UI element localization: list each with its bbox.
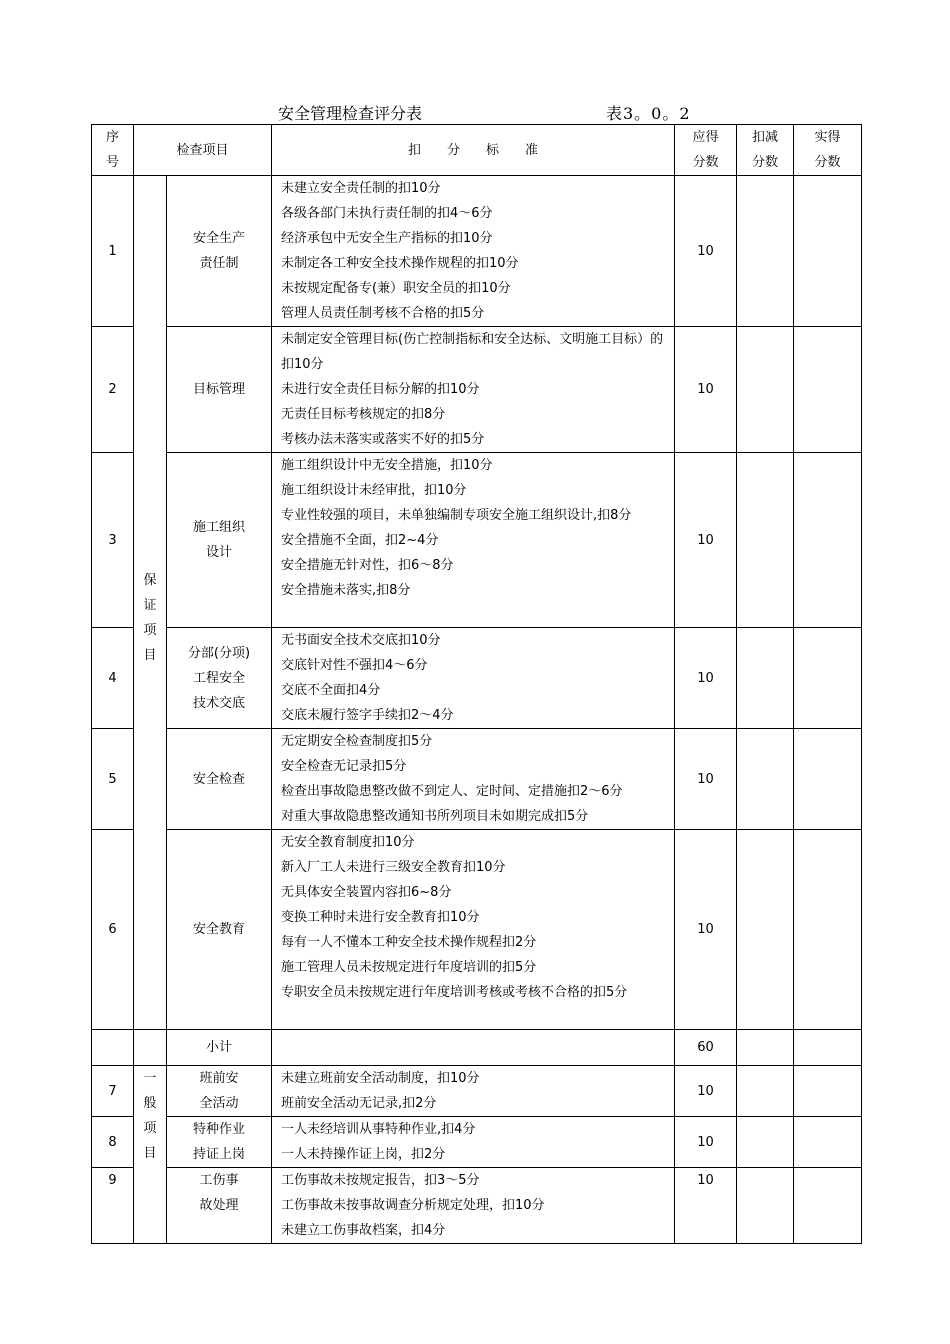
table-row bbox=[92, 327, 862, 453]
row-actual bbox=[794, 327, 862, 453]
row-criteria bbox=[272, 1168, 675, 1244]
row-actual bbox=[794, 628, 862, 729]
criteria-line: 新入厂工人未进行三级安全教育扣10分 bbox=[281, 860, 506, 875]
row-seq: 3 bbox=[92, 453, 134, 628]
category-guarantee: 保 证 项 目 bbox=[134, 176, 167, 1030]
row-criteria bbox=[272, 729, 675, 830]
table-row bbox=[92, 453, 862, 628]
row-item: 安全检查 bbox=[167, 729, 272, 830]
row-score: 10 bbox=[675, 327, 737, 453]
row-actual bbox=[794, 1168, 862, 1244]
header-deduct: 扣减 分数 bbox=[737, 125, 794, 176]
criteria-line: 每有一人不懂本工种安全技术操作规程扣2分 bbox=[281, 935, 537, 950]
criteria-line: 安全措施未落实,扣8分 bbox=[281, 583, 411, 598]
criteria-line: 一人未经培训从事特种作业,扣4分 bbox=[281, 1122, 476, 1137]
criteria-line: 未建立工伤事故档案，扣4分 bbox=[281, 1223, 446, 1238]
header-seq: 序 号 bbox=[92, 125, 134, 176]
criteria-line: 未建立班前安全活动制度，扣10分 bbox=[281, 1071, 480, 1086]
row-deduct bbox=[737, 327, 794, 453]
row-actual bbox=[794, 830, 862, 1030]
row-item: 班前安 全活动 bbox=[167, 1066, 272, 1117]
row-item: 特种作业 持证上岗 bbox=[167, 1117, 272, 1168]
row-seq: 1 bbox=[92, 176, 134, 327]
criteria-line: 经济承包中无安全生产指标的扣10分 bbox=[281, 231, 493, 246]
criteria-line: 无具体安全装置内容扣6~8分 bbox=[281, 885, 452, 900]
criteria-line: 专业性较强的项目，未单独编制专项安全施工组织设计,扣8分 bbox=[281, 508, 632, 523]
row-criteria bbox=[272, 1066, 675, 1117]
row-item: 工伤事 故处理 bbox=[167, 1168, 272, 1244]
criteria-line: 无责任目标考核规定的扣8分 bbox=[281, 407, 446, 422]
criteria-line: 未制定各工种安全技术操作规程的扣10分 bbox=[281, 256, 519, 271]
table-row bbox=[92, 830, 862, 1030]
row-actual bbox=[794, 176, 862, 327]
criteria-line: 对重大事故隐患整改通知书所列项目未如期完成扣5分 bbox=[281, 809, 589, 824]
criteria-line: 未进行安全责任目标分解的扣10分 bbox=[281, 382, 480, 397]
criteria-line: 未按规定配备专(兼）职安全员的扣10分 bbox=[281, 281, 511, 296]
criteria-line: 交底针对性不强扣4～6分 bbox=[281, 658, 428, 673]
criteria-line: 无书面安全技术交底扣10分 bbox=[281, 633, 441, 648]
row-criteria bbox=[272, 176, 675, 327]
row-criteria bbox=[272, 327, 675, 453]
row-criteria bbox=[272, 628, 675, 729]
row-score: 10 bbox=[675, 729, 737, 830]
row-seq: 2 bbox=[92, 327, 134, 453]
row-seq: 8 bbox=[92, 1117, 134, 1168]
row-deduct bbox=[737, 1117, 794, 1168]
criteria-line: 无安全教育制度扣10分 bbox=[281, 835, 415, 850]
subtotal-label: 小计 bbox=[167, 1030, 272, 1066]
criteria-line: 未建立安全责任制的扣10分 bbox=[281, 181, 441, 196]
row-actual bbox=[794, 729, 862, 830]
header-item: 检查项目 bbox=[134, 125, 272, 176]
criteria-line: 交底未履行签字手续扣2～4分 bbox=[281, 708, 454, 723]
header-actual: 实得 分数 bbox=[794, 125, 862, 176]
row-seq: 4 bbox=[92, 628, 134, 729]
table-row bbox=[92, 1117, 862, 1168]
subtotal-seq bbox=[92, 1030, 134, 1066]
row-deduct bbox=[737, 176, 794, 327]
row-score: 10 bbox=[675, 628, 737, 729]
document-title: 安全管理检查评分表 bbox=[278, 104, 423, 123]
table-row bbox=[92, 1066, 862, 1117]
row-seq: 5 bbox=[92, 729, 134, 830]
row-item: 施工组织 设计 bbox=[167, 453, 272, 628]
row-deduct bbox=[737, 453, 794, 628]
row-item: 分部(分项) 工程安全 技术交底 bbox=[167, 628, 272, 729]
criteria-line: 安全措施无针对性，扣6～8分 bbox=[281, 558, 454, 573]
row-actual bbox=[794, 1066, 862, 1117]
criteria-line: 交底不全面扣4分 bbox=[281, 683, 381, 698]
row-actual bbox=[794, 453, 862, 628]
table-row bbox=[92, 628, 862, 729]
subtotal-score: 60 bbox=[675, 1030, 737, 1066]
row-deduct bbox=[737, 729, 794, 830]
row-score: 10 bbox=[675, 830, 737, 1030]
criteria-line: 安全措施不全面，扣2~4分 bbox=[281, 533, 439, 548]
table-row bbox=[92, 729, 862, 830]
row-deduct bbox=[737, 1168, 794, 1244]
row-score: 10 bbox=[675, 453, 737, 628]
criteria-line: 工伤事故未按规定报告，扣3～5分 bbox=[281, 1173, 480, 1188]
row-criteria bbox=[272, 1117, 675, 1168]
subtotal-deduct bbox=[737, 1030, 794, 1066]
row-seq: 9 bbox=[92, 1168, 134, 1244]
criteria-line: 一人未持操作证上岗，扣2分 bbox=[281, 1147, 446, 1162]
row-score: 10 bbox=[675, 1066, 737, 1117]
score-table bbox=[91, 124, 862, 1244]
category-general: 一 般 项 目 bbox=[134, 1066, 167, 1244]
criteria-line: 各级各部门未执行责任制的扣4～6分 bbox=[281, 206, 493, 221]
subtotal-criteria bbox=[272, 1030, 675, 1066]
row-score: 10 bbox=[675, 1117, 737, 1168]
row-item: 安全生产 责任制 bbox=[167, 176, 272, 327]
criteria-line: 工伤事故未按事故调查分析规定处理，扣10分 bbox=[281, 1198, 545, 1213]
criteria-line: 考核办法未落实或落实不好的扣5分 bbox=[281, 432, 485, 447]
row-score: 10 bbox=[675, 176, 737, 327]
row-deduct bbox=[737, 830, 794, 1030]
criteria-line: 未制定安全管理目标(伤亡控制指标和安全达标、文明施工目标）的扣10分 bbox=[281, 332, 664, 372]
row-score: 10 bbox=[675, 1168, 737, 1244]
table-row bbox=[92, 1168, 862, 1244]
row-criteria bbox=[272, 453, 675, 628]
row-deduct bbox=[737, 1066, 794, 1117]
criteria-line: 施工管理人员未按规定进行年度培训的扣5分 bbox=[281, 960, 537, 975]
row-deduct bbox=[737, 628, 794, 729]
row-item: 安全教育 bbox=[167, 830, 272, 1030]
criteria-line: 专职安全员未按规定进行年度培训考核或考核不合格的扣5分 bbox=[281, 985, 628, 1000]
subtotal-row bbox=[92, 1030, 862, 1066]
criteria-line: 施工组织设计中无安全措施，扣10分 bbox=[281, 458, 493, 473]
criteria-line: 管理人员责任制考核不合格的扣5分 bbox=[281, 306, 485, 321]
criteria-line: 施工组织设计未经审批，扣10分 bbox=[281, 483, 467, 498]
row-criteria bbox=[272, 830, 675, 1030]
table-row bbox=[92, 176, 862, 327]
criteria-line: 检查出事故隐患整改做不到定人、定时间、定措施扣2～6分 bbox=[281, 784, 623, 799]
row-seq: 7 bbox=[92, 1066, 134, 1117]
row-item: 目标管理 bbox=[167, 327, 272, 453]
criteria-line: 变换工种时未进行安全教育扣10分 bbox=[281, 910, 480, 925]
subtotal-category bbox=[134, 1030, 167, 1066]
header-criteria: 扣 分 标 准 bbox=[272, 125, 675, 176]
criteria-line: 班前安全活动无记录,扣2分 bbox=[281, 1096, 437, 1111]
header-score: 应得 分数 bbox=[675, 125, 737, 176]
table-number: 表3。0。2 bbox=[606, 104, 691, 123]
criteria-line: 无定期安全检查制度扣5分 bbox=[281, 734, 433, 749]
row-actual bbox=[794, 1117, 862, 1168]
subtotal-actual bbox=[794, 1030, 862, 1066]
header-row bbox=[92, 125, 862, 176]
criteria-line: 安全检查无记录扣5分 bbox=[281, 759, 407, 774]
row-seq: 6 bbox=[92, 830, 134, 1030]
